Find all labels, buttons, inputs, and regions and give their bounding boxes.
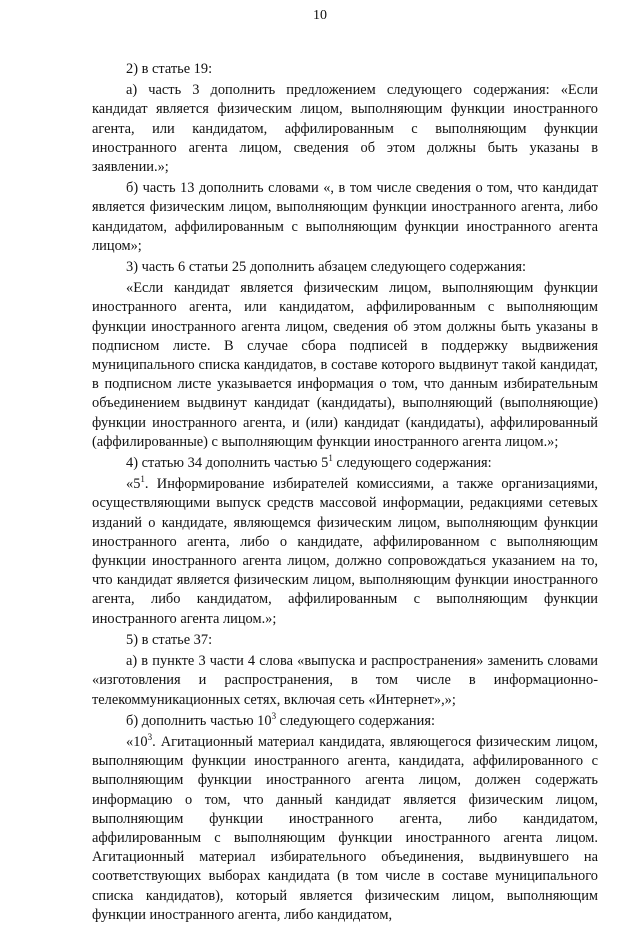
paragraph-4-quote: «$5^1$. Информирование избирателей комиссиями, а также организациями, осуществляющими выпуск средств массовой информации, редакциями сетевых изданий о кандидате, являющемся физическим лицом, выполняющим функции иностранного агента, либо о кандидате, аффилированном с выполняющим функции иностранного агента лицом, должно сопровождаться указанием на то, что кандидат является физическим лицом, выполняющим функции иностранного агента, либо кандидатом, аффилированным с выполняющим функции иностранного агента лицом.»; bbox=[92, 474, 598, 627]
paragraph-5a: а) в пункте 3 части 4 слова «выпуска и распространения» заменить словами «изготовления и распространения, в том числе в информационно-телекоммуникационных сетях, включая сеть «Интернет»,»; bbox=[92, 653, 598, 708]
paragraph-5b: б) дополнить частью $10^3$ следующего содержания: bbox=[126, 710, 435, 729]
paragraph-2b: б) часть 13 дополнить словами «, в том числе сведения о том, что кандидат является физическим лицом, выполняющим функции иностранного агента, либо кандидатом, аффилированным с выполняющим функции иностранного агента лицом»; bbox=[92, 180, 598, 254]
paragraph-2a: а) часть 3 дополнить предложением следующего содержания: «Если кандидат является физическим лицом, выполняющим функции иностранного агента, или кандидатом, аффилированным с выполняющим функции иностранного агента лицом, сведения об этом должны быть указаны в заявлении.»; bbox=[92, 82, 598, 176]
paragraph-2: 2) в статье 19: bbox=[126, 61, 213, 77]
document-body bbox=[92, 60, 598, 927]
paragraph-3: 3) часть 6 статьи 25 дополнить абзацем следующего содержания: bbox=[126, 259, 526, 276]
paragraph-5: 5) в статье 37: bbox=[126, 631, 213, 648]
paragraph-5b-quote: «$10^3$. Агитационный материал кандидата, являющегося физическим лицом, выполняющим функции иностранного агента, кандидата, аффилированного с выполняющим функции иностранного агента лицом, должен содержать информацию о том, что данный кандидат является физическим лицом, выполняющим функции иностранного агента, либо кандидатом, аффилированным с выполняющим функции иностранного агента лицом. Агитационный материал избирательного объединения, выдвинувшего на соответствующих выборах кандидата (в том числе в составе муниципального списка кандидатов), который является физическим лицом, выполняющим функции иностранного агента, либо кандидатом, bbox=[92, 732, 598, 923]
paragraph-3-quote: «Если кандидат является физическим лицом, выполняющим функции иностранного агента, или кандидатом, аффилированным с выполняющим функции иностранного агента лицом, сведения об этом должны быть указаны в подписном листе. В случае сбора подписей в поддержку выдвижения муниципального списка кандидатов, в составе которого выдвинут такой кандидат, в подписном листе указывается информация о том, что данным избирательным объединением выдвинут кандидат (кандидаты), выполняющий (выполняющие) функции иностранного агента, и (или) кандидат (кандидаты), аффилированный (аффилированные) с выполняющим функции иностранного агента лицом.»; bbox=[92, 280, 598, 450]
paragraph-4: 4) статью 34 дополнить частью $5^1$ следующего содержания: bbox=[126, 453, 492, 472]
page-number: 10 bbox=[313, 8, 327, 23]
